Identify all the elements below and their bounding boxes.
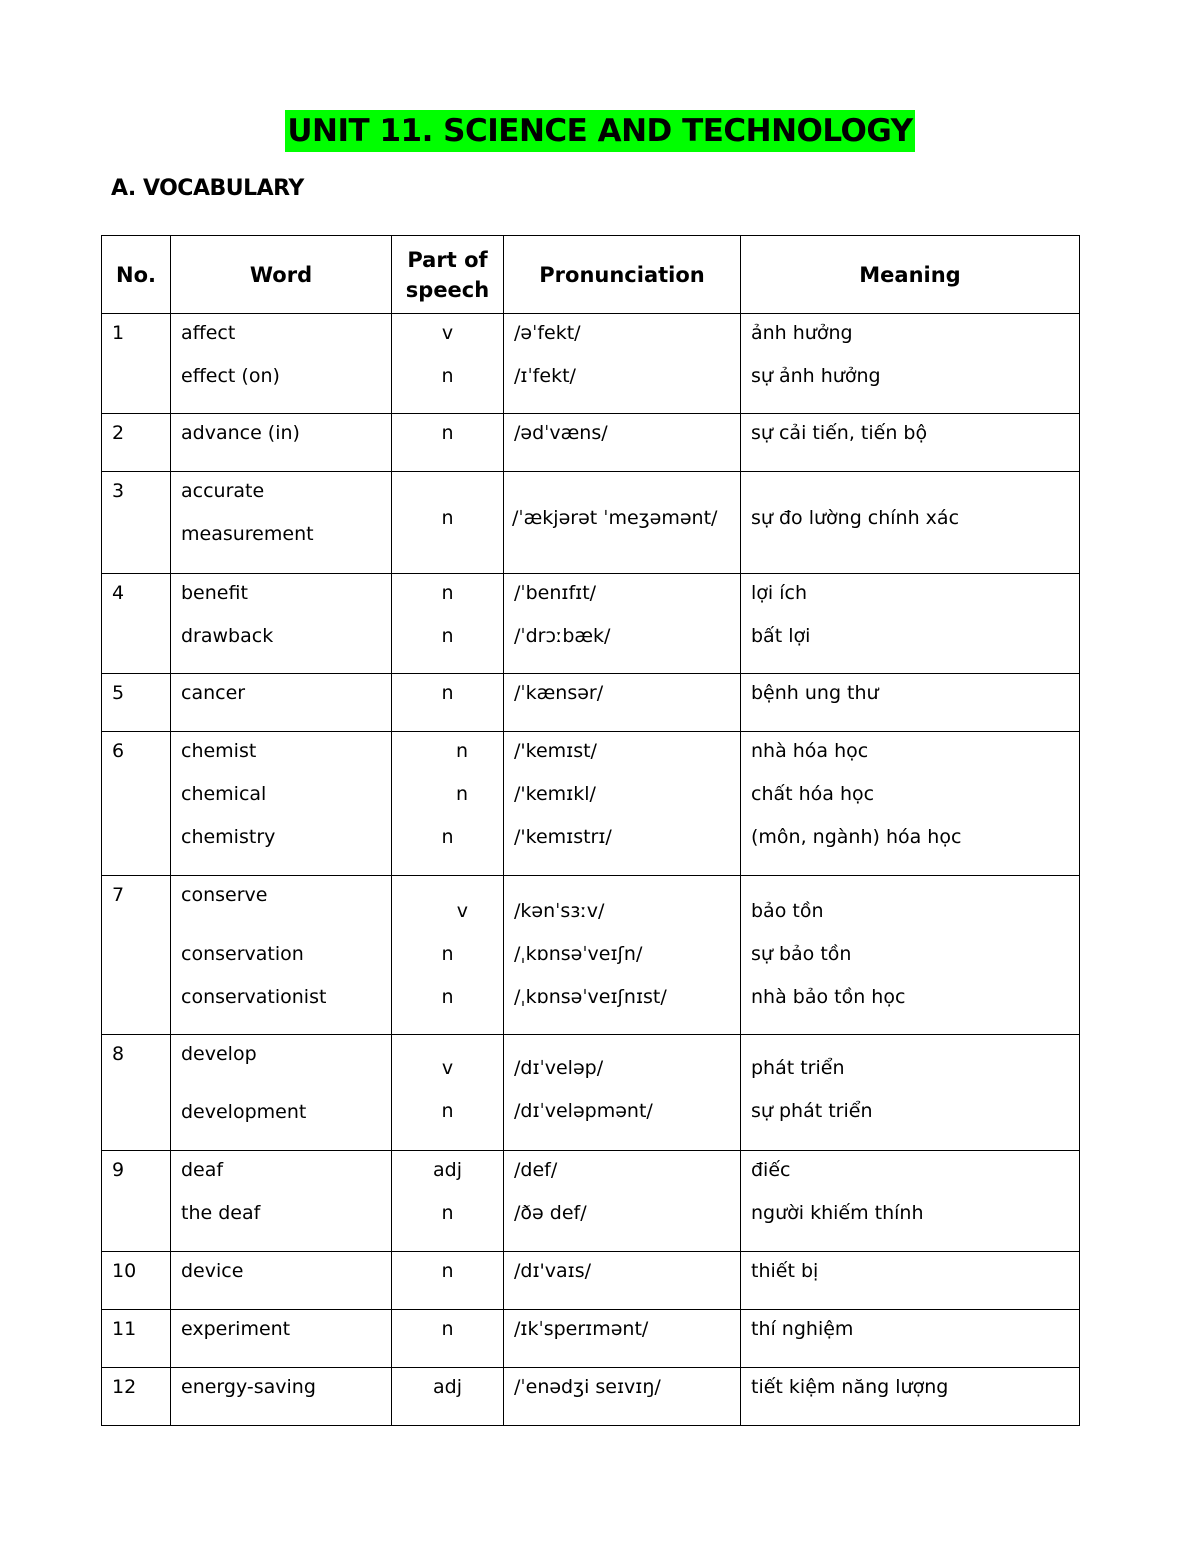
row-number: 2 (112, 422, 125, 444)
word: affect (181, 322, 236, 344)
meaning: nhà hóa học (751, 740, 869, 762)
part-of-speech: n (441, 582, 454, 604)
word: cancer (181, 682, 246, 704)
pronunciation: /def/ (514, 1159, 558, 1181)
word: conservationist (181, 986, 327, 1008)
row-number: 12 (112, 1376, 137, 1398)
row-number: 6 (112, 740, 125, 762)
meaning: tiết kiệm năng lượng (751, 1376, 949, 1398)
header-word: Word (171, 236, 392, 314)
row-number: 9 (112, 1159, 125, 1181)
part-of-speech: n (455, 783, 468, 805)
word: deaf (181, 1159, 224, 1181)
word: conservation (181, 943, 304, 965)
part-of-speech: n (441, 625, 454, 647)
word: drawback (181, 625, 274, 647)
meaning: chất hóa học (751, 783, 875, 805)
word: develop (181, 1043, 257, 1065)
part-of-speech: n (441, 1318, 454, 1340)
meaning: sự đo lường chính xác (751, 507, 960, 529)
part-of-speech: v (456, 900, 468, 922)
row-number: 8 (112, 1043, 125, 1065)
row-number: 7 (112, 884, 125, 906)
word: chemistry (181, 826, 276, 848)
part-of-speech: v (441, 1057, 454, 1079)
word: conserve (181, 884, 268, 906)
part-of-speech: v (441, 322, 454, 344)
header-pos-line1: Part of (407, 247, 488, 272)
part-of-speech: n (441, 507, 454, 529)
table-row (102, 314, 1080, 414)
meaning: sự phát triển (751, 1100, 873, 1122)
word: benefit (181, 582, 248, 604)
meaning: ảnh hưởng (751, 322, 853, 344)
meaning: (môn, ngành) hóa học (751, 826, 962, 848)
pronunciation: /ðə def/ (514, 1202, 587, 1224)
meaning: thí nghiệm (751, 1318, 854, 1340)
table-row (102, 674, 1080, 732)
pronunciation: /ɪˈfekt/ (514, 365, 576, 387)
part-of-speech: n (441, 682, 454, 704)
pronunciation: /əˈfekt/ (514, 322, 581, 344)
vocabulary-table (101, 235, 1080, 1426)
part-of-speech: n (441, 826, 454, 848)
word: energy-saving (181, 1376, 316, 1398)
pronunciation: /'kemɪst/ (514, 740, 597, 762)
row-number: 10 (112, 1260, 137, 1282)
row-number: 1 (112, 322, 125, 344)
section-heading: A. VOCABULARY (111, 176, 304, 201)
page-title: UNIT 11. SCIENCE AND TECHNOLOGY (285, 110, 914, 152)
meaning: bệnh ung thư (751, 682, 879, 704)
part-of-speech: n (455, 740, 468, 762)
table-row (102, 876, 1080, 1035)
meaning: sự ảnh hưởng (751, 365, 881, 387)
pronunciation: /dɪ'vaɪs/ (514, 1260, 591, 1282)
pronunciation: /ˈbenɪfɪt/ (514, 582, 597, 604)
meaning: lợi ích (751, 582, 807, 604)
row-number: 3 (112, 480, 125, 502)
table-row (102, 1368, 1080, 1426)
row-number: 5 (112, 682, 125, 704)
part-of-speech: n (441, 1260, 454, 1282)
meaning: thiết bị (751, 1260, 819, 1282)
table-row (102, 1151, 1080, 1252)
table-row (102, 732, 1080, 876)
table-row (102, 1252, 1080, 1310)
meaning: bảo tồn (751, 900, 824, 922)
pronunciation: /'kemɪkl/ (514, 783, 596, 805)
header-part-of-speech (392, 236, 504, 314)
table-row (102, 1035, 1080, 1151)
word: development (181, 1101, 307, 1123)
meaning: người khiếm thính (751, 1202, 924, 1224)
part-of-speech: n (441, 365, 454, 387)
pronunciation: /kənˈsɜːv/ (514, 900, 605, 922)
header-pos-line2: speech (405, 277, 490, 302)
pronunciation: /dɪˈveləpmənt/ (514, 1100, 653, 1122)
meaning: sự bảo tồn (751, 943, 852, 965)
meaning: phát triển (751, 1057, 845, 1079)
part-of-speech: n (441, 943, 454, 965)
word: experiment (181, 1318, 291, 1340)
table-row (102, 414, 1080, 472)
table-row (102, 472, 1080, 574)
part-of-speech: n (441, 986, 454, 1008)
header-meaning: Meaning (741, 236, 1080, 314)
meaning: nhà bảo tồn học (751, 986, 906, 1008)
word: measurement (181, 523, 314, 545)
pronunciation: /ˈenədʒi seɪvɪŋ/ (514, 1376, 661, 1398)
pronunciation: /ɪkˈsperɪmənt/ (514, 1318, 649, 1340)
row-number: 4 (112, 582, 125, 604)
pronunciation: /'kemɪstrɪ/ (514, 826, 612, 848)
part-of-speech: adj (433, 1159, 462, 1181)
word: effect (on) (181, 365, 280, 387)
table-row (102, 574, 1080, 674)
part-of-speech: n (441, 1202, 454, 1224)
title-container (0, 110, 1200, 152)
pronunciation: /ˌkɒnsəˈveɪʃnɪst/ (514, 986, 667, 1008)
part-of-speech: n (441, 1100, 454, 1122)
table-header-row (102, 236, 1080, 314)
row-number: 11 (112, 1318, 137, 1340)
meaning: bất lợi (751, 625, 811, 647)
pronunciation: /dɪˈveləp/ (514, 1057, 604, 1079)
word: advance (in) (181, 422, 300, 444)
pronunciation: /ˌkɒnsəˈveɪʃn/ (514, 943, 643, 965)
header-pronunciation: Pronunciation (504, 236, 741, 314)
meaning: sự cải tiến, tiến bộ (751, 422, 928, 444)
pronunciation: /ˈækjərət ˈmeʒəmənt/ (512, 507, 718, 529)
word: the deaf (181, 1202, 261, 1224)
header-no: No. (102, 236, 171, 314)
word: accurate (181, 480, 265, 502)
meaning: điếc (751, 1159, 791, 1181)
table-row (102, 1310, 1080, 1368)
word: device (181, 1260, 244, 1282)
pronunciation: /ədˈvæns/ (514, 422, 608, 444)
part-of-speech: n (441, 422, 454, 444)
part-of-speech: adj (433, 1376, 462, 1398)
word: chemist (181, 740, 257, 762)
word: chemical (181, 783, 267, 805)
pronunciation: /ˈdrɔːbæk/ (514, 625, 611, 647)
pronunciation: /ˈkænsər/ (514, 682, 604, 704)
